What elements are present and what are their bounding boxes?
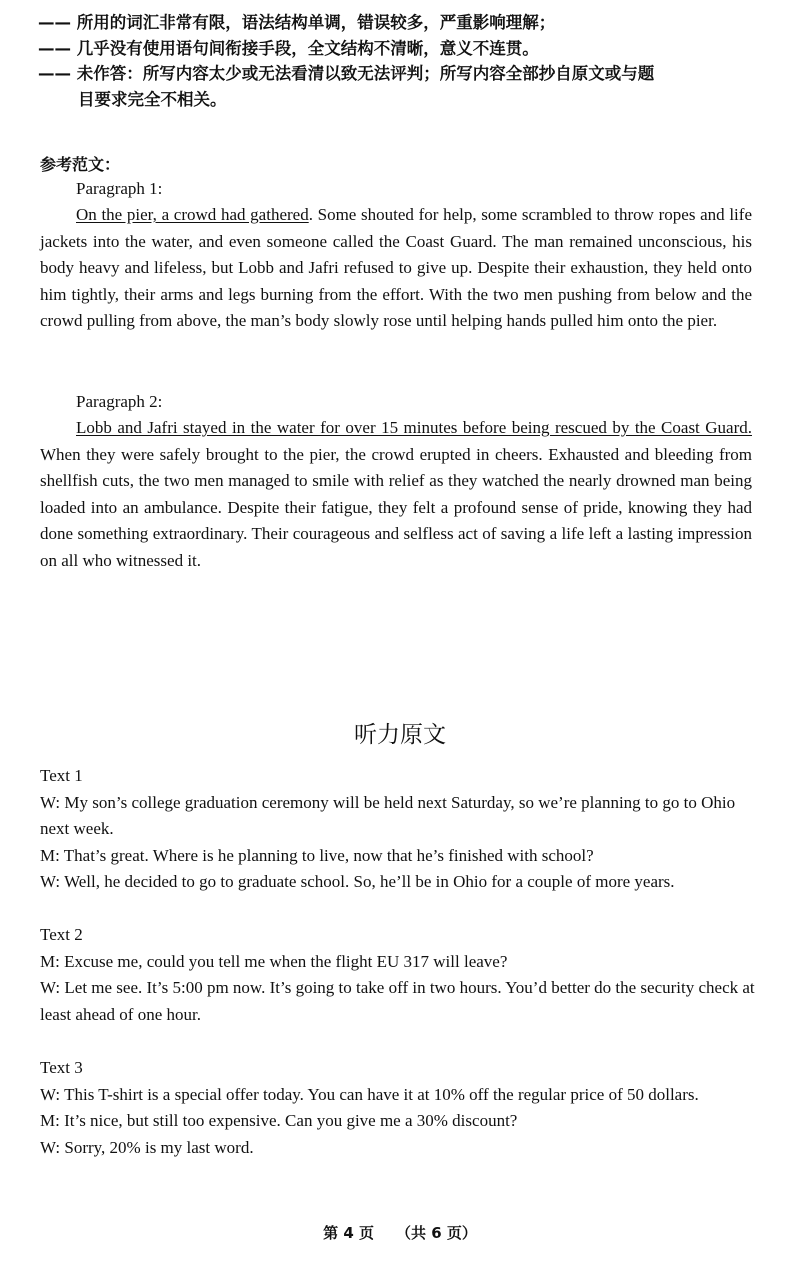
- dialog-line: W: Let me see. It’s 5:00 pm now. It’s going to take off in two hours. You’d better do the security check at least ahead of one hour.: [40, 978, 755, 1024]
- dialog-line: W: My son’s college graduation ceremony will be held next Saturday, so we’re planning to go to Ohio next week.: [40, 792, 736, 839]
- dialog-line: M: Excuse me, could you tell me when the flight EU 317 will leave?: [40, 951, 508, 971]
- dialog-line: M: That’s great. Where is he planning to live, now that he’s finished with school?: [40, 845, 594, 865]
- listening-transcript-title: 听力原文: [354, 722, 446, 748]
- criteria-line: —— 几乎没有使用语句间衔接手段，全文结构不清晰，意义不连贯。: [38, 38, 539, 58]
- paragraph-1-label: Paragraph 1:: [76, 179, 163, 198]
- paragraph-1-text: . Some shouted for help, some scrambled to throw ropes and life jackets into the water, and even someone called the Coast Guard. The man remained unconscious, his body heavy and lifeless, but Lobb and Jafri refused to give up. Despite their exhaustion, they held onto him tightly, their arms and legs burning from the effort. With the two men pushing from below and the crowd pulling from above, the man’s body slowly rose until helping hands pulled him onto the pier.: [40, 205, 752, 331]
- dialog-line: W: Sorry, 20% is my last word.: [40, 1137, 254, 1157]
- page-number: 第 4 页: [323, 1224, 374, 1242]
- paragraph-2-body: [40, 415, 752, 575]
- paragraph-1-opening-sentence: On the pier, a crowd had gathered: [76, 205, 309, 224]
- text-label: Text 3: [40, 1058, 83, 1077]
- paragraph-2-opening-sentence: Lobb and Jafri stayed in the water for over 15 minutes before being rescued by the Coast Guard.: [76, 418, 752, 437]
- listening-text-3: [40, 1055, 760, 1161]
- paragraph-2-label: Paragraph 2:: [76, 392, 163, 411]
- listening-text-1: [40, 763, 760, 896]
- text-label: Text 2: [40, 925, 83, 944]
- paragraph-1-body: [40, 202, 752, 335]
- dialog-line: M: It’s nice, but still too expensive. Can you give me a 30% discount?: [40, 1111, 518, 1131]
- page-footer: [0, 1222, 800, 1243]
- reference-essay-heading: 参考范文：: [40, 155, 121, 174]
- page-total: （共 6 页）: [396, 1224, 477, 1242]
- paragraph-2-text: When they were safely brought to the pier, the crowd erupted in cheers. Exhausted and bleeding from shellfish cuts, the two men managed to smile with relief as they watched the nearly drowned man being loaded into an ambulance. Despite their fatigue, they felt a profound sense of pride, knowing they had done something extraordinary. Their courageous and selfless act of saving a life left a lasting impression on all who witnessed it.: [40, 444, 752, 570]
- criteria-line-continued: 目要求完全不相关。: [78, 89, 227, 109]
- criteria-line: —— 所用的词汇非常有限，语法结构单调，错误较多，严重影响理解；: [38, 13, 556, 32]
- dialog-line: W: This T-shirt is a special offer today. You can have it at 10% off the regular price of 50 dollars.: [40, 1084, 699, 1104]
- criteria-line: —— 未作答：所写内容太少或无法看清以致无法评判；所写内容全部抄自原文或与题: [38, 64, 655, 83]
- text-label: Text 1: [40, 766, 83, 785]
- scoring-criteria: [38, 10, 758, 112]
- dialog-line: W: Well, he decided to go to graduate school. So, he’ll be in Ohio for a couple of more years.: [40, 872, 675, 892]
- listening-text-2: [40, 922, 760, 1028]
